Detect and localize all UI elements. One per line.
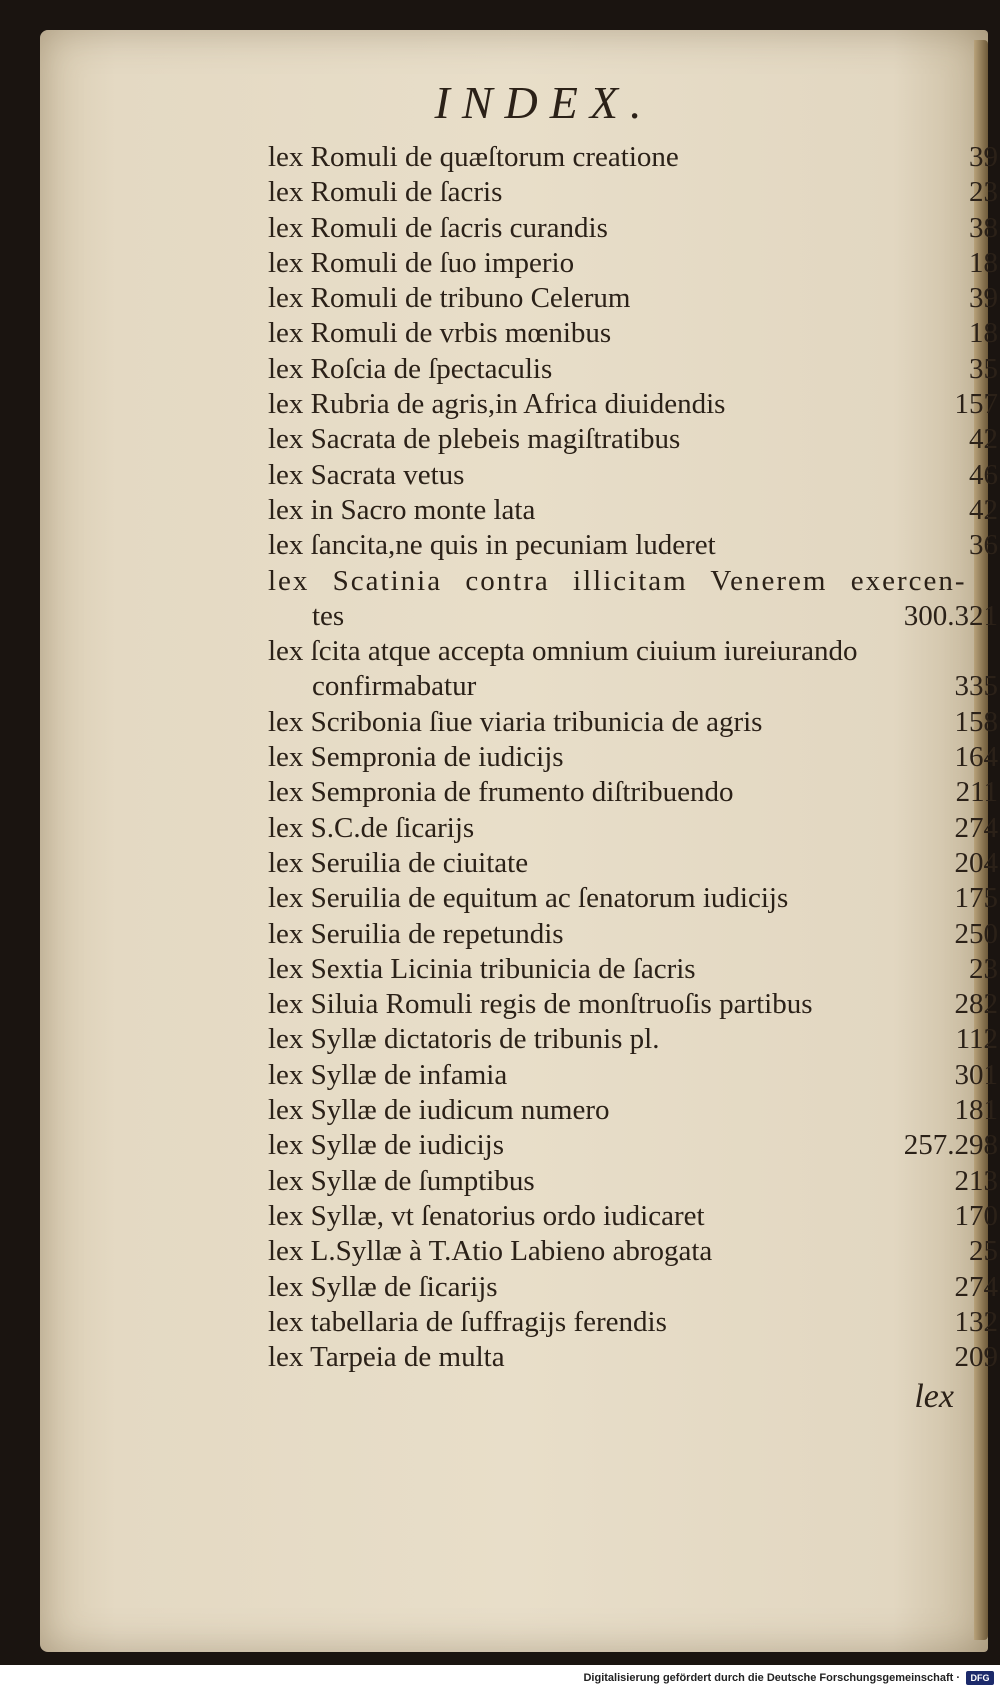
entry-page: 301 [954,1058,998,1091]
index-entries [268,140,998,1375]
entry-text: lex in Sacro monte lata [268,493,536,526]
page-header: INDEX. [434,77,654,128]
index-entry [268,1093,998,1128]
entry-page: 209 [954,1341,998,1374]
entry-page: 250 [954,917,998,950]
entry-text: lex Romuli de quæſtorum creatione [268,141,679,173]
entry-page: 39 [969,141,998,173]
entry-text: lex Syllæ de iudicijs [268,1129,505,1162]
index-entry [268,705,998,740]
entry-text: lex tabellaria de ſuffragijs ferendis [268,1305,667,1338]
entry-page: 181 [954,1094,998,1127]
index-entry [268,634,998,669]
entry-text: lex Seruilia de ciuitate [268,846,529,879]
index-entry [268,564,998,599]
entry-text: lex Syllæ de ſumptibus [268,1164,535,1197]
entry-text: lex Syllæ dictatoris de tribunis pl. [268,1023,660,1056]
entry-page: 211 [955,776,998,809]
entry-page: 282 [954,988,998,1021]
entry-page: 36 [969,529,998,562]
entry-text: lex Sacrata de plebeis magiſtratibus [268,423,681,456]
entry-text: lex ſcita atque accepta omnium ciuium iureiurando [268,635,858,668]
index-entry [268,1340,998,1375]
entry-page: 35 [969,352,998,385]
entry-text: lex Syllæ de infamia [268,1058,508,1091]
index-entry [268,1270,998,1305]
dfg-logo-icon[interactable]: DFG [966,1671,994,1685]
entry-text: lex Scribonia ſiue viaria tribunicia de agris [268,705,763,738]
index-entry [268,1305,998,1340]
entry-page: 39 [969,282,998,315]
entry-page: 175 [954,882,998,915]
entry-text: lex Romuli de ſuo imperio [268,246,575,279]
index-entry [268,881,998,916]
entry-page: 274 [954,1270,998,1303]
entry-page: 25 [969,1235,998,1268]
index-entry-continuation [268,599,998,634]
entry-text: lex Romuli de ſacris curandis [268,211,608,244]
digitization-footer [0,1665,1000,1691]
entry-text: lex Roſcia de ſpectaculis [268,352,553,385]
index-entry [268,775,998,810]
index-entry [268,987,998,1022]
entry-page: 170 [954,1199,998,1232]
index-entry [268,917,998,952]
entry-page: 204 [954,846,998,879]
index-entry [268,1199,998,1234]
index-entry [268,458,998,493]
entry-page: 164 [954,741,998,774]
entry-text: confirmabatur [312,670,477,703]
catchword: lex [914,1378,954,1415]
entry-page: 18 [969,317,998,350]
index-entry [268,493,998,528]
entry-page: 213 [954,1164,998,1197]
entry-text: lex Scatinia contra illicitam Venerem exercen- [268,564,967,597]
entry-page: 18 [969,246,998,279]
entry-text: lex Sempronia de iudicijs [268,741,564,774]
entry-page: 112 [955,1023,998,1056]
index-entry [268,246,998,281]
entry-page: 257.298 [903,1129,998,1162]
entry-page: 23 [969,952,998,985]
index-entry [268,1022,998,1057]
entry-text: lex ſancita,ne quis in pecuniam luderet [268,529,716,562]
entry-text: lex Romuli de vrbis mœnibus [268,317,612,350]
entry-page: 300.321 [903,599,998,632]
index-entry [268,1058,998,1093]
index-entry [268,528,998,563]
index-entry [268,740,998,775]
entry-text: lex Seruilia de equitum ac ſenatorum iudicijs [268,882,789,915]
index-entry [268,316,998,351]
entry-page: 274 [954,811,998,844]
entry-text: lex Syllæ, vt ſenatorius ordo iudicaret [268,1199,705,1232]
index-entry [268,1164,998,1199]
entry-text: lex Siluia Romuli regis de monſtruoſis partibus [268,988,813,1021]
index-entry [268,1128,998,1163]
entry-page: 42 [969,423,998,456]
entry-text: lex Rubria de agris,in Africa diuidendis [268,388,726,421]
footer-credit: Digitalisierung gefördert durch die Deutsche Forschungsgemeinschaft · [583,1672,960,1684]
index-entry [268,281,998,316]
index-entry [268,175,998,210]
entry-page: 23 [969,176,998,209]
entry-text: lex Sacrata vetus [268,458,465,491]
index-entry [268,211,998,246]
entry-text: lex Syllæ de iudicum numero [268,1094,610,1127]
entry-page: 158 [954,705,998,738]
index-entry-continuation [268,669,998,704]
entry-page: 46 [969,458,998,491]
book-page [40,30,998,1652]
index-entry [268,1234,998,1269]
entry-text: lex L.Syllæ à T.Atio Labieno abrogata [268,1235,713,1268]
entry-text: lex Seruilia de repetundis [268,917,564,950]
index-entry [268,140,998,175]
entry-text: lex Syllæ de ſicarijs [268,1270,498,1303]
index-entry [268,952,998,987]
entry-page: 132 [954,1305,998,1338]
entry-page: 157 [954,388,998,421]
entry-text: lex Romuli de tribuno Celerum [268,282,631,315]
entry-page: 38 [969,211,998,244]
entry-text: lex Tarpeia de multa [268,1341,505,1374]
entry-text: lex Sempronia de frumento diſtribuendo [268,776,734,809]
index-entry [268,387,998,422]
index-entry [268,352,998,387]
entry-text: lex S.C.de ſicarijs [268,811,475,844]
index-entry [268,422,998,457]
entry-page: 335 [954,670,998,703]
entry-text: tes [312,599,345,632]
entry-page: 42 [969,493,998,526]
index-entry [268,811,998,846]
index-entry [268,846,998,881]
entry-text: lex Romuli de ſacris [268,176,503,209]
entry-text: lex Sextia Licinia tribunicia de ſacris [268,952,696,985]
